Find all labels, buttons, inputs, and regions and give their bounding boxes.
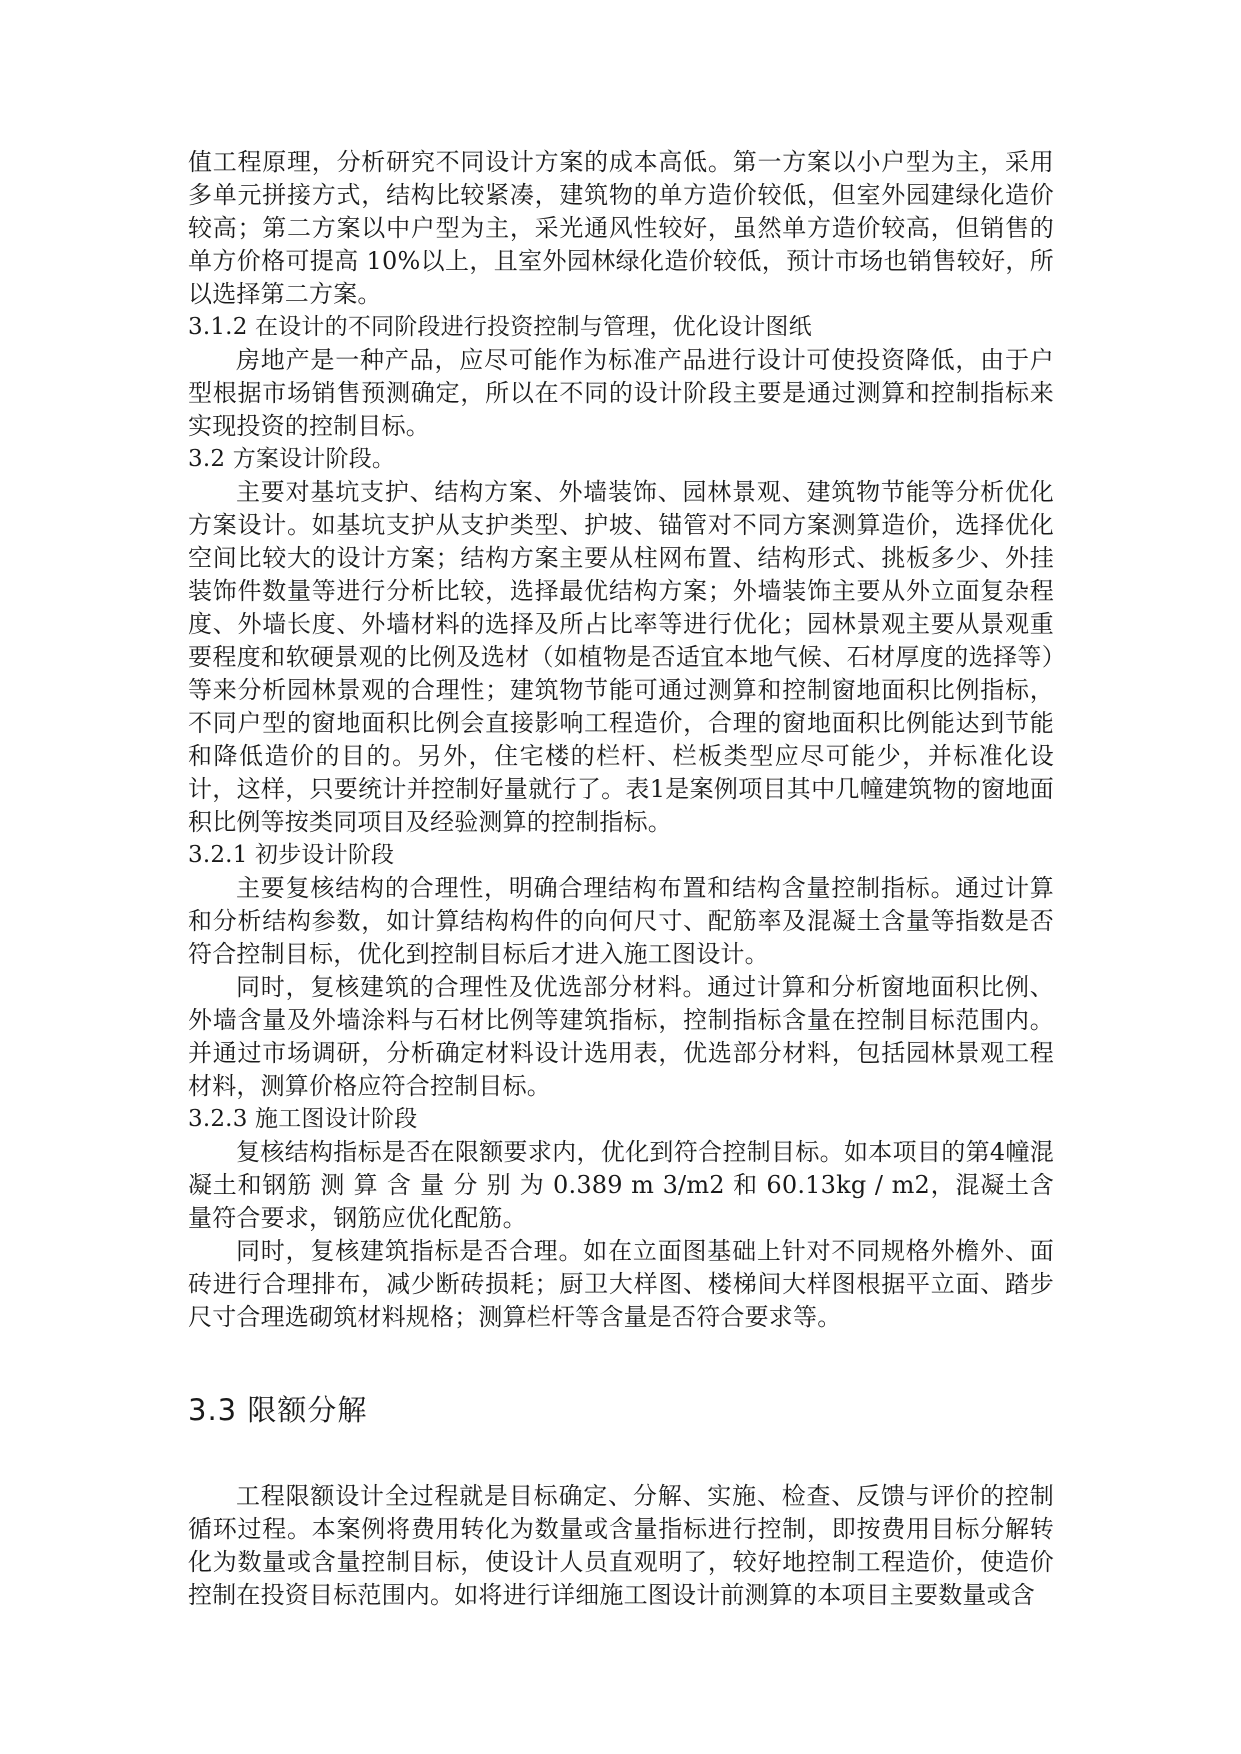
paragraph-scheme-design: 主要对基坑支护、结构方案、外墙装饰、园林景观、建筑物节能等分析优化方案设计。如基坑支护从支护类型、护坡、锚管对不同方案测算造价，选择优化空间比较大的设计方案；结构方案主要从柱网布置、结构形式、挑板多少、外挂装饰件数量等进行分析比较，选择最优结构方案；外墙装饰主要从外立面复杂程度、外墙长度、外墙材料的选择及所占比率等进行优化；园林景观主要从景观重要程度和软硬景观的比例及选材（如植物是否适宜本地气候、石材厚度的选择等）等来分析园林景观的合理性；建筑物节能可通过测算和控制窗地面积比例指标，不同户型的窗地面积比例会直接影响工程造价，合理的窗地面积比例能达到节能和降低造价的目的。另外，住宅楼的栏杆、栏板类型应尽可能少，并标准化设计，这样，只要统计并控制好量就行了。表1是案例项目其中几幢建筑物的窗地面积比例等按类同项目及经验测算的控制指标。 [188, 478, 1054, 836]
paragraph-value-engineering: 值工程原理，分析研究不同设计方案的成本高低。第一方案以小户型为主，采用多单元拼接方式，结构比较紧凑，建筑物的单方造价较低，但室外园建绿化造价较高；第二方案以中户型为主，采光通风性较好，虽然单方造价较高，但销售的单方价格可提高 10%以上，且室外园林绿化造价较低，预计市场也销售较好，所以选择第二方案。 [188, 148, 1054, 308]
heading-3-2: 3.2 方案设计阶段。 [188, 446, 396, 472]
heading-3-2-1: 3.2.1 初步设计阶段 [188, 842, 395, 868]
paragraph-building-indicators: 同时，复核建筑指标是否合理。如在立面图基础上针对不同规格外檐外、面砖进行合理排布，减少断砖损耗；厨卫大样图、楼梯间大样图根据平立面、踏步尺寸合理选砌筑材料规格；测算栏杆等含量是否符合要求等。 [188, 1237, 1054, 1331]
paragraph-structure-indicators: 复核结构指标是否在限额要求内，优化到符合控制目标。如本项目的第4幢混凝土和钢筋 测 算 含 量 分 别 为 0.389 m 3/m2 和 60.13kg / m2，混凝土含量符合要求，钢筋应优化配筋。 [188, 1138, 1054, 1232]
heading-3-1-2: 3.1.2 在设计的不同阶段进行投资控制与管理，优化设计图纸 [188, 314, 812, 340]
paragraph-structure-review: 主要复核结构的合理性，明确合理结构布置和结构含量控制指标。通过计算和分析结构参数，如计算结构构件的向何尺寸、配筋率及混凝土含量等指数是否符合控制目标，优化到控制目标后才进入施工图设计。 [188, 874, 1054, 968]
paragraph-quota-decomposition: 工程限额设计全过程就是目标确定、分解、实施、检查、反馈与评价的控制循环过程。本案例将费用转化为数量或含量指标进行控制，即按费用目标分解转化为数量或含量控制目标，使设计人员直观明了，较好地控制工程造价，使造价控制在投资目标范围内。如将进行详细施工图设计前测算的本项目主要数量或含 [188, 1482, 1054, 1609]
paragraph-real-estate: 房地产是一种产品，应尽可能作为标准产品进行设计可使投资降低，由于户型根据市场销售预测确定，所以在不同的设计阶段主要是通过测算和控制指标来实现投资的控制目标。 [188, 346, 1054, 440]
section-title-3-3: 3.3 限额分解 [188, 1393, 368, 1427]
heading-3-2-3: 3.2.3 施工图设计阶段 [188, 1106, 418, 1132]
paragraph-building-review: 同时，复核建筑的合理性及优选部分材料。通过计算和分析窗地面积比例、外墙含量及外墙涂料与石材比例等建筑指标，控制指标含量在控制目标范围内。并通过市场调研，分析确定材料设计选用表，优选部分材料，包括园林景观工程材料，测算价格应符合控制目标。 [188, 973, 1054, 1100]
document-page [188, 146, 1054, 1612]
